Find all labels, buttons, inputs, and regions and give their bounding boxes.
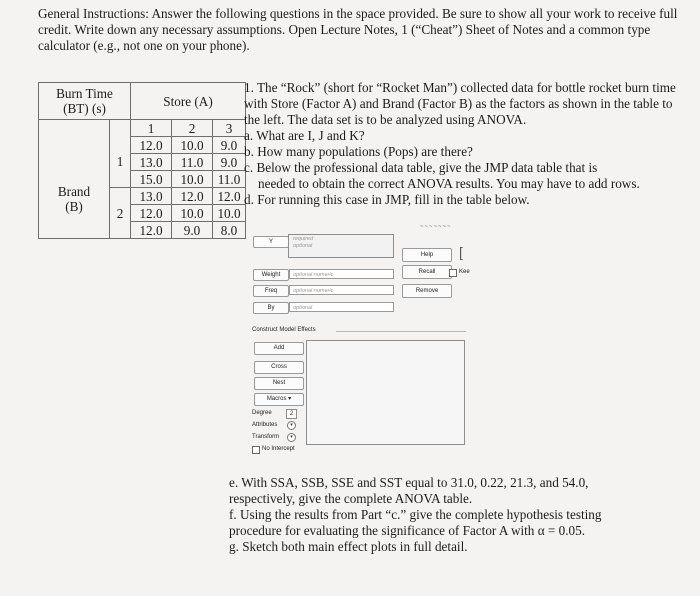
question-part-f-line1: f. Using the results from Part “c.” give the complete hypothesis testing [229, 507, 602, 522]
table-cell: 12.0 [131, 222, 172, 239]
table-cell: 13.0 [131, 154, 172, 171]
question-parts-e-to-g [229, 475, 689, 555]
corner-line2: (BT) (s) [63, 101, 106, 116]
nest-button[interactable]: Nest [254, 377, 304, 390]
by-role-button[interactable]: By [253, 302, 289, 314]
degree-field[interactable]: 2 [286, 409, 297, 419]
table-cell: 10.0 [172, 205, 213, 222]
table-cell: 10.0 [172, 171, 213, 188]
table-cell: 15.0 [131, 171, 172, 188]
question-part-f-line2: procedure for evaluating the significance of Factor A with α = 0.05. [229, 523, 586, 538]
transform-dropdown-icon[interactable]: ▾ [287, 433, 296, 442]
table-cell: 8.0 [213, 222, 246, 239]
by-field[interactable]: optional [289, 302, 394, 312]
remove-button[interactable]: Remove [402, 284, 452, 298]
recall-button[interactable]: Recall [402, 265, 452, 279]
macros-button[interactable]: Macros ▾ [254, 393, 304, 406]
brand-header [39, 120, 110, 239]
table-cell: 10.0 [213, 205, 246, 222]
burn-time-data-table [38, 82, 246, 239]
question-part-c-line1: c. Below the professional data table, give the JMP data table that is [244, 160, 598, 175]
question-intro: 1. The “Rock” (short for “Rocket Man”) collected data for bottle rocket burn time with Store (Factor A) and Brand (Factor B) as the factors as shown in the table to the left. The data set is to be analyzed using ANOVA. [244, 80, 676, 127]
construct-model-effects-label: Construct Model Effects [252, 327, 316, 333]
question-part-b: b. How many populations (Pops) are there? [244, 144, 473, 159]
question-part-a: a. What are I, J and K? [244, 128, 365, 143]
general-instructions: General Instructions: Answer the following questions in the space provided. Be sure to show all your work to receive full credit. Write down any necessary assumptions. Open Lecture Notes, 1 (“Cheat”) Sheet of Notes and a common type calculator (e.g., not one on your phone). [38, 6, 678, 53]
brand-level-1 [110, 137, 131, 188]
table-cell: 12.0 [131, 205, 172, 222]
y-hint-required: required [293, 236, 314, 242]
keep-label: Kee [459, 269, 470, 275]
y-role-box[interactable] [288, 234, 394, 258]
bracket-glyph: [ [459, 244, 463, 260]
table-cell: 11.0 [213, 171, 246, 188]
attributes-dropdown-icon[interactable]: ▾ [287, 421, 296, 430]
table-cell: 12.0 [213, 188, 246, 205]
store-level: 1 [131, 120, 172, 137]
freq-field[interactable]: optional numeric [289, 285, 394, 295]
add-button[interactable]: Add [254, 342, 304, 355]
transform-label: Transform [252, 434, 280, 440]
cross-button[interactable]: Cross [254, 361, 304, 374]
table-corner-header [39, 83, 131, 120]
construct-divider [336, 331, 466, 332]
corner-line1: Burn Time [56, 86, 113, 101]
store-level: 3 [213, 120, 246, 137]
help-button[interactable]: Help [402, 248, 452, 262]
y-role-button[interactable]: Y [253, 236, 289, 248]
table-cell: 13.0 [131, 188, 172, 205]
y-hint-optional: optional [293, 243, 313, 249]
question-part-e-line1: e. With SSA, SSB, SSE and SST equal to 31.0, 0.22, 21.3, and 54.0, [229, 475, 589, 490]
keep-checkbox[interactable] [449, 269, 457, 277]
brand-spacer [110, 120, 131, 137]
brand-line1: Brand [57, 184, 91, 199]
table-cell: 9.0 [172, 222, 213, 239]
table-cell: 9.0 [213, 137, 246, 154]
question-part-g: g. Sketch both main effect plots in full detail. [229, 539, 468, 554]
degree-label: Degree [252, 410, 272, 416]
no-intercept-checkbox[interactable] [252, 446, 260, 454]
brand-level: 2 [116, 205, 124, 221]
freq-role-button[interactable]: Freq [253, 285, 289, 297]
question-part-d: d. For running this case in JMP, fill in the table below. [244, 192, 530, 207]
question-1 [244, 80, 684, 208]
table-cell: 11.0 [172, 154, 213, 171]
brand-level-2 [110, 188, 131, 239]
table-cell: 10.0 [172, 137, 213, 154]
brand-level: 1 [116, 154, 124, 170]
model-effects-list[interactable] [306, 340, 465, 445]
table-cell: 12.0 [172, 188, 213, 205]
dialog-top-edge: ~~~~~~~ [420, 224, 452, 230]
question-part-c-line2: needed to obtain the correct ANOVA results. You may have to add rows. [258, 176, 640, 191]
question-part-e-line2: respectively, give the complete ANOVA table. [229, 491, 473, 506]
attributes-label: Attributes [252, 422, 278, 428]
table-cell: 12.0 [131, 137, 172, 154]
no-intercept-label: No Intercept [262, 446, 295, 452]
weight-field[interactable]: optional numeric [289, 269, 394, 279]
store-level: 2 [172, 120, 213, 137]
table-cell: 9.0 [213, 154, 246, 171]
weight-role-button[interactable]: Weight [253, 269, 289, 281]
brand-line2: (B) [65, 199, 83, 214]
store-header: Store (A) [131, 83, 246, 120]
